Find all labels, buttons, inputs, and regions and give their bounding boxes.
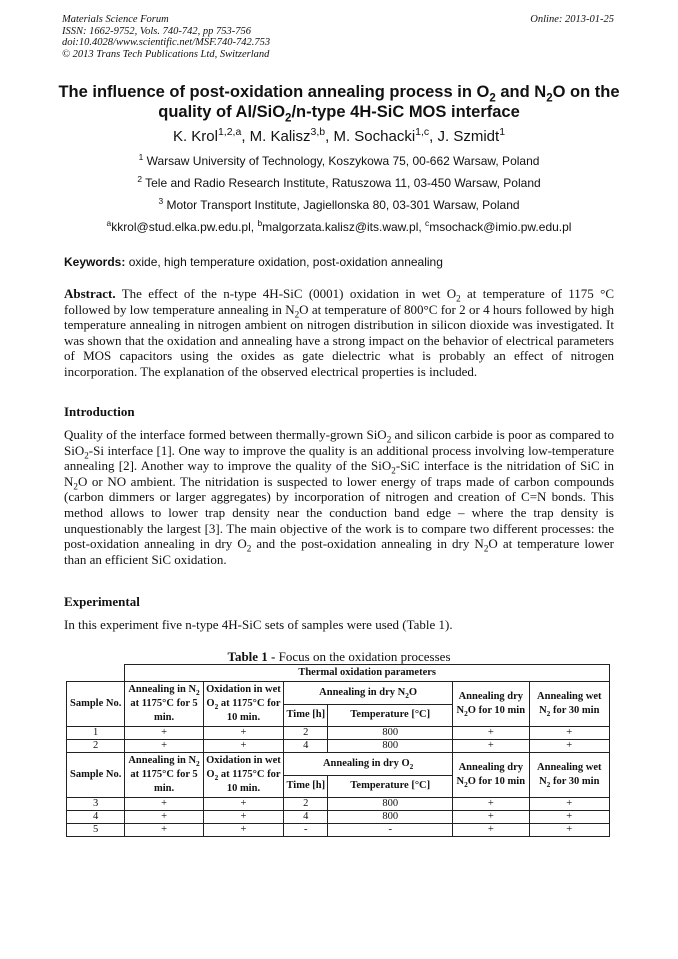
anneal-dry-n2o-group-header: Annealing in dry $N_2O$ bbox=[284, 682, 453, 705]
table-caption: Table 1 - Focus on the oxidation processes bbox=[227, 649, 451, 664]
anneal-dry-n2o-10min-header-2: Annealing dry $N_2O$ for 10 min bbox=[453, 753, 529, 798]
table-cell: + bbox=[529, 824, 609, 837]
anneal-dry-o2-group-header: Annealing in dry $O_2$ bbox=[284, 753, 453, 776]
table-cell: + bbox=[453, 824, 529, 837]
author-list: K. Krol$^{1,2,a}$, M. Kalisz$^{3,b}$, M. Sochacki$^{1,c}$, J. Szmidt$^1$ bbox=[172, 126, 506, 145]
affiliation-1: $^1$ Warsaw University of Technology, Koszykowa 75, 00-662 Warsaw, Poland bbox=[138, 152, 540, 168]
table-cell: 800 bbox=[328, 798, 453, 811]
table-cell: + bbox=[203, 824, 283, 837]
table-cell: + bbox=[125, 740, 203, 753]
time-header-2: Time [h] bbox=[284, 775, 328, 798]
table-cell: + bbox=[203, 727, 283, 740]
affiliation-3: $^3$ Motor Transport Institute, Jagiellonska 80, 03-301 Warsaw, Poland bbox=[158, 196, 520, 212]
paper-title bbox=[40, 82, 638, 125]
table-cell: + bbox=[203, 811, 283, 824]
table-row bbox=[67, 824, 610, 837]
table-cell: + bbox=[453, 727, 529, 740]
table-cell: + bbox=[529, 798, 609, 811]
table-header-row-a bbox=[67, 682, 610, 705]
copyright-line: © 2013 Trans Tech Publications Ltd, Switzerland bbox=[62, 48, 270, 60]
sample-no-header: Sample No. bbox=[67, 682, 125, 727]
table-cell: 2 bbox=[284, 727, 328, 740]
table-cell: 1 bbox=[67, 727, 125, 740]
thermal-oxidation-header: Thermal oxidation parameters bbox=[125, 665, 610, 682]
table-cell: 2 bbox=[67, 740, 125, 753]
table-cell: 4 bbox=[284, 811, 328, 824]
table-cell: 800 bbox=[328, 811, 453, 824]
author-kalisz: M. Kalisz bbox=[249, 128, 311, 145]
table-cell: - bbox=[284, 824, 328, 837]
temperature-header-2: Temperature [°C] bbox=[328, 775, 453, 798]
affiliation-2: $^2$ Tele and Radio Research Institute, Ratuszowa 11, 03-450 Warsaw, Poland bbox=[137, 174, 541, 190]
table-cell: 4 bbox=[67, 811, 125, 824]
keywords: Keywords: oxide, high temperature oxidation, post-oxidation annealing bbox=[64, 255, 443, 269]
table-header-row-c bbox=[67, 753, 610, 776]
table-cell: 4 bbox=[284, 740, 328, 753]
table-row bbox=[67, 811, 610, 824]
author-krol: K. Krol bbox=[172, 128, 218, 145]
table-cell: - bbox=[328, 824, 453, 837]
table-cell: + bbox=[529, 740, 609, 753]
introduction-paragraph: Quality of the interface formed between thermally-grown SiO$_2$ and silicon carbide is poor as compared to SiO$_2$-Si interface [1]. One way to improve the quality is an additional process involving low-temperature annealing [2]. Another way to improve the quality of the SiO$_2$-SiC interface is the nitridation of SiC in $N_2O$ or NO ambient. The nitridation is suspected to lower energy of traps made of carbon compounds (carbon dimmers or larger aggregates) by incorporation of nitrogen and creation of C=N bonds. This method allows to lower trap density near the conduction band edge – where the trap density is unquestionably the largest [3]. The main objective of the work is to compare two different processes: the post-oxidation annealing in dry $O_2$ and the post-oxidation annealing in dry $N_2O$ at temperature lower than an efficient SiC oxidation. bbox=[64, 427, 615, 567]
table-cell: + bbox=[125, 727, 203, 740]
temperature-header: Temperature [°C] bbox=[328, 704, 453, 727]
journal-header bbox=[62, 14, 270, 60]
sample-no-header-2: Sample No. bbox=[67, 753, 125, 798]
oxidation-header-2: Oxidation in wet $O_2$ at 1175°C for 10 min. bbox=[203, 753, 283, 798]
table-cell: + bbox=[453, 811, 529, 824]
title-line-2: quality of Al/SiO$_2$/n-type 4H-SiC MOS interface bbox=[158, 103, 520, 125]
table-cell: 3 bbox=[67, 798, 125, 811]
time-header: Time [h] bbox=[284, 704, 328, 727]
table-cell: + bbox=[453, 798, 529, 811]
doi-line: doi:10.4028/www.scientific.net/MSF.740-742.753 bbox=[62, 37, 271, 48]
anneal-n2-header: Annealing in $N_2$ at 1175°C for 5 min. bbox=[125, 682, 203, 727]
abstract-paragraph: Abstract. The effect of the n-type 4H-SiC (0001) oxidation in wet $O_2$ at temperature of 1175 °C followed by low temperature annealing in $N_2O$ at temperature of 800°C for 2 or 4 hours followed by high temperature annealing in nitrogen ambient on nitrogen distribution in silicon dioxide was investigated. It was shown that the oxidation and annealing have a strong impact on the behavior of electrical parameters of MOS capacitors using the oxides as gate dielectric what is probably an effect of nitrogen incorporation. The explanation of the observed electrical properties is included. bbox=[64, 286, 614, 379]
table-row bbox=[67, 727, 610, 740]
journal-name: Materials Science Forum bbox=[62, 14, 169, 25]
oxidation-process-table bbox=[66, 664, 610, 837]
table-cell: 800 bbox=[328, 740, 453, 753]
title-line-1: The influence of post-oxidation annealing process in $O_2$ and $N_2O$ on the bbox=[58, 83, 620, 105]
table-row bbox=[67, 798, 610, 811]
author-szmidt: J. Szmidt bbox=[437, 128, 500, 145]
table-cell: 5 bbox=[67, 824, 125, 837]
table-cell bbox=[67, 665, 125, 682]
table-cell: + bbox=[529, 727, 609, 740]
table-group-header-row bbox=[67, 665, 610, 682]
experimental-paragraph: In this experiment five n-type 4H-SiC sets of samples were used (Table 1). bbox=[64, 617, 453, 632]
table-row bbox=[67, 740, 610, 753]
table-cell: + bbox=[453, 740, 529, 753]
table-cell: + bbox=[203, 740, 283, 753]
table-cell: + bbox=[125, 798, 203, 811]
table-cell: + bbox=[203, 798, 283, 811]
author-sochacki: M. Sochacki bbox=[333, 128, 416, 145]
table-cell: + bbox=[125, 811, 203, 824]
issn-line: ISSN: 1662-9752, Vols. 740-742, pp 753-756 bbox=[62, 25, 251, 37]
online-date: Online: 2013-01-25 bbox=[530, 14, 614, 25]
anneal-dry-n2o-10min-header: Annealing dry $N_2O$ for 10 min bbox=[453, 682, 529, 727]
experimental-heading: Experimental bbox=[64, 594, 140, 609]
author-emails: $^a$kkrol@stud.elka.pw.edu.pl, $^b$malgorzata.kalisz@its.waw.pl, $^c$msochack@imio.pw.edu.pl bbox=[106, 218, 572, 234]
table-cell: 2 bbox=[284, 798, 328, 811]
oxidation-header: Oxidation in wet $O_2$ at 1175°C for 10 min. bbox=[203, 682, 283, 727]
table-cell: 800 bbox=[328, 727, 453, 740]
table-cell: + bbox=[125, 824, 203, 837]
anneal-n2-header-2: Annealing in $N_2$ at 1175°C for 5 min. bbox=[125, 753, 203, 798]
anneal-wet-n2-header: Annealing wet $N_2$ for 30 min bbox=[529, 682, 609, 727]
table-cell: + bbox=[529, 811, 609, 824]
introduction-heading: Introduction bbox=[64, 404, 135, 419]
anneal-wet-n2-header-2: Annealing wet $N_2$ for 30 min bbox=[529, 753, 609, 798]
